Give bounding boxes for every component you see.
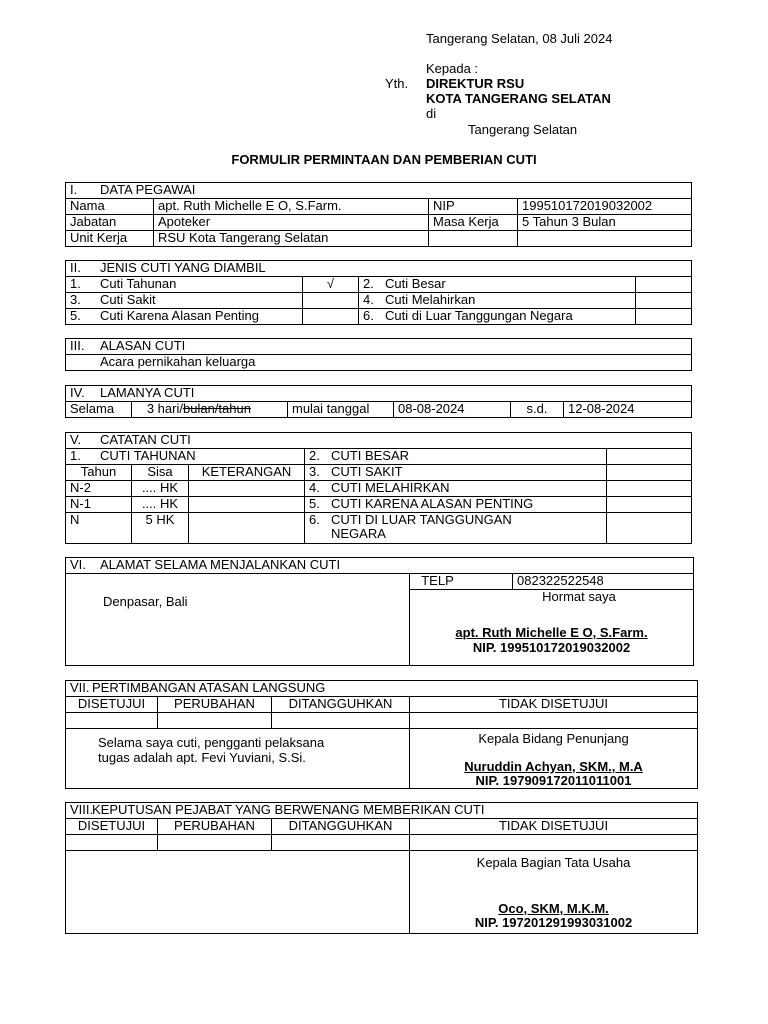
pegawai-nip: NIP. 199510172019032002 bbox=[472, 640, 631, 655]
cuti-type-item: 3. Cuti Sakit bbox=[66, 293, 303, 309]
pejabat-nip: NIP. 197201291993031002 bbox=[474, 915, 633, 930]
section-pertimbangan-atasan bbox=[65, 680, 698, 789]
recipient-line2: KOTA TANGERANG SELATAN bbox=[426, 91, 611, 106]
atasan-name: Nuruddin Achyan, SKM., M.A bbox=[464, 759, 643, 774]
section2-heading: II. JENIS CUTI YANG DIAMBIL bbox=[66, 261, 692, 277]
section-catatan-cuti bbox=[65, 432, 692, 544]
kepada-label: Kepada : bbox=[426, 61, 479, 76]
cuti-type-checkbox[interactable] bbox=[636, 293, 692, 309]
section-data-pegawai bbox=[65, 182, 692, 247]
catatan-item: 3. CUTI SAKIT bbox=[305, 465, 607, 481]
section-lamanya-cuti bbox=[65, 385, 692, 418]
keterangan-cell[interactable] bbox=[189, 481, 305, 497]
tahun-cell: N-2 bbox=[66, 481, 132, 497]
sisa-cell: .... HK bbox=[132, 481, 189, 497]
unit-kerja-value: RSU Kota Tangerang Selatan bbox=[154, 231, 429, 247]
disetujui-check[interactable] bbox=[66, 713, 158, 729]
place-date: Tangerang Selatan, 08 Juli 2024 bbox=[426, 31, 613, 46]
sd-label: s.d. bbox=[511, 402, 564, 418]
atasan-title: Kepala Bidang Penunjang bbox=[478, 731, 629, 746]
col-disetujui: DISETUJUI bbox=[66, 819, 158, 835]
recipient-line1: DIREKTUR RSU bbox=[426, 76, 525, 91]
section5-heading: V. CATATAN CUTI bbox=[66, 433, 692, 449]
recipient-location: Tangerang Selatan bbox=[468, 122, 578, 137]
pertimbangan-note-cell[interactable] bbox=[66, 729, 410, 789]
nip-value: 199510172019032002 bbox=[518, 199, 692, 215]
section-alamat bbox=[65, 557, 694, 666]
sisa-cell: 5 HK bbox=[132, 513, 189, 544]
cuti-type-item: 4. Cuti Melahirkan bbox=[359, 293, 636, 309]
telp-value[interactable]: 082322522548 bbox=[513, 574, 694, 590]
address-cell[interactable] bbox=[66, 574, 410, 666]
telp-label: TELP bbox=[410, 574, 513, 590]
duration-value[interactable]: 3 hari/bulan/tahun bbox=[132, 402, 288, 418]
col-keterangan: KETERANGAN bbox=[189, 465, 305, 481]
section7-heading: VII. PERTIMBANGAN ATASAN LANGSUNG bbox=[66, 681, 698, 697]
cuti-type-checkbox[interactable] bbox=[303, 293, 359, 309]
col-ditangguhkan: DITANGGUHKAN bbox=[272, 819, 410, 835]
col-ditangguhkan: DITANGGUHKAN bbox=[272, 697, 410, 713]
yth-label: Yth. bbox=[385, 76, 409, 91]
cuti-type-item: 6. Cuti di Luar Tanggungan Negara bbox=[359, 309, 636, 325]
col-perubahan: PERUBAHAN bbox=[158, 819, 272, 835]
end-date[interactable]: 12-08-2024 bbox=[564, 402, 692, 418]
perubahan-check[interactable] bbox=[158, 713, 272, 729]
start-date[interactable]: 08-08-2024 bbox=[394, 402, 511, 418]
alasan-value[interactable]: Acara pernikahan keluarga bbox=[66, 355, 692, 371]
hormat-saya: Hormat saya bbox=[542, 589, 616, 604]
tidak-disetujui-check[interactable] bbox=[410, 713, 698, 729]
section3-heading: III. ALASAN CUTI bbox=[66, 339, 692, 355]
cuti-type-item: 2. Cuti Besar bbox=[359, 277, 636, 293]
section-alasan-cuti bbox=[65, 338, 692, 371]
jabatan-value: Apoteker bbox=[154, 215, 429, 231]
catatan-value[interactable] bbox=[607, 497, 692, 513]
pertimbangan-note: Selama saya cuti, pengganti pelaksana tugas adalah apt. Fevi Yuviani, S.Si. bbox=[98, 735, 325, 765]
section-keputusan-pejabat bbox=[65, 802, 698, 934]
address-value: Denpasar, Bali bbox=[103, 594, 188, 609]
cuti-type-checkbox[interactable] bbox=[636, 309, 692, 325]
atasan-nip: NIP. 197909172011011001 bbox=[475, 773, 632, 788]
section4-heading: IV. LAMANYA CUTI bbox=[66, 386, 692, 402]
pejabat-name: Oco, SKM, M.K.M. bbox=[498, 901, 609, 916]
empty-cell bbox=[518, 231, 692, 247]
jabatan-label: Jabatan bbox=[66, 215, 154, 231]
pegawai-name: apt. Ruth Michelle E O, S.Farm. bbox=[455, 625, 648, 640]
pejabat-title: Kepala Bagian Tata Usaha bbox=[476, 855, 631, 870]
empty-cell bbox=[429, 231, 518, 247]
catatan-item: 2. CUTI BESAR bbox=[305, 449, 607, 465]
keputusan-note-cell[interactable] bbox=[66, 851, 410, 934]
section1-heading: I. DATA PEGAWAI bbox=[66, 183, 692, 199]
nama-label: Nama bbox=[66, 199, 154, 215]
form-title: FORMULIR PERMINTAAN DAN PEMBERIAN CUTI bbox=[231, 152, 537, 167]
sisa-cell: .... HK bbox=[132, 497, 189, 513]
ditangguhkan-check[interactable] bbox=[272, 835, 410, 851]
nama-value: apt. Ruth Michelle E O, S.Farm. bbox=[154, 199, 429, 215]
cuti-type-checkbox[interactable] bbox=[636, 277, 692, 293]
catatan-item: 6. CUTI DI LUAR TANGGUNGAN NEGARA bbox=[305, 513, 607, 544]
catatan-value[interactable] bbox=[607, 481, 692, 497]
nip-label: NIP bbox=[429, 199, 518, 215]
keterangan-cell[interactable] bbox=[189, 513, 305, 544]
catatan-value[interactable] bbox=[607, 465, 692, 481]
col-tidak-disetujui: TIDAK DISETUJUI bbox=[410, 697, 698, 713]
catatan-item: 5. CUTI KARENA ALASAN PENTING bbox=[305, 497, 607, 513]
tidak-disetujui-check[interactable] bbox=[410, 835, 698, 851]
di-label: di bbox=[426, 106, 437, 121]
disetujui-check[interactable] bbox=[66, 835, 158, 851]
cuti-type-item: 1. Cuti Tahunan bbox=[66, 277, 303, 293]
col-tahun: Tahun bbox=[66, 465, 132, 481]
col-disetujui: DISETUJUI bbox=[66, 697, 158, 713]
catatan-value[interactable] bbox=[607, 449, 692, 465]
col-tidak-disetujui: TIDAK DISETUJUI bbox=[410, 819, 698, 835]
ditangguhkan-check[interactable] bbox=[272, 713, 410, 729]
perubahan-check[interactable] bbox=[158, 835, 272, 851]
tahun-cell: N-1 bbox=[66, 497, 132, 513]
catatan-item: 4. CUTI MELAHIRKAN bbox=[305, 481, 607, 497]
section8-heading: VIII.KEPUTUSAN PEJABAT YANG BERWENANG MEMBERIKAN CUTI bbox=[66, 803, 698, 819]
section6-heading: VI. ALAMAT SELAMA MENJALANKAN CUTI bbox=[66, 558, 694, 574]
signature-block-pegawai bbox=[410, 590, 694, 666]
cuti-type-item: 5. Cuti Karena Alasan Penting bbox=[66, 309, 303, 325]
tahun-cell: N bbox=[66, 513, 132, 544]
masa-kerja-label: Masa Kerja bbox=[429, 215, 518, 231]
cuti-tahunan-header: 1. CUTI TAHUNAN bbox=[66, 449, 305, 465]
keterangan-cell[interactable] bbox=[189, 497, 305, 513]
catatan-value[interactable] bbox=[607, 513, 692, 544]
masa-kerja-value: 5 Tahun 3 Bulan bbox=[518, 215, 692, 231]
cuti-type-checkbox[interactable] bbox=[303, 309, 359, 325]
cuti-type-checkbox[interactable]: √ bbox=[303, 277, 359, 293]
signature-block-atasan bbox=[410, 729, 698, 789]
col-perubahan: PERUBAHAN bbox=[158, 697, 272, 713]
unit-kerja-label: Unit Kerja bbox=[66, 231, 154, 247]
signature-block-pejabat bbox=[410, 851, 698, 934]
col-sisa: Sisa bbox=[132, 465, 189, 481]
section-jenis-cuti bbox=[65, 260, 692, 325]
selama-label: Selama bbox=[66, 402, 132, 418]
mulai-label: mulai tanggal bbox=[288, 402, 394, 418]
